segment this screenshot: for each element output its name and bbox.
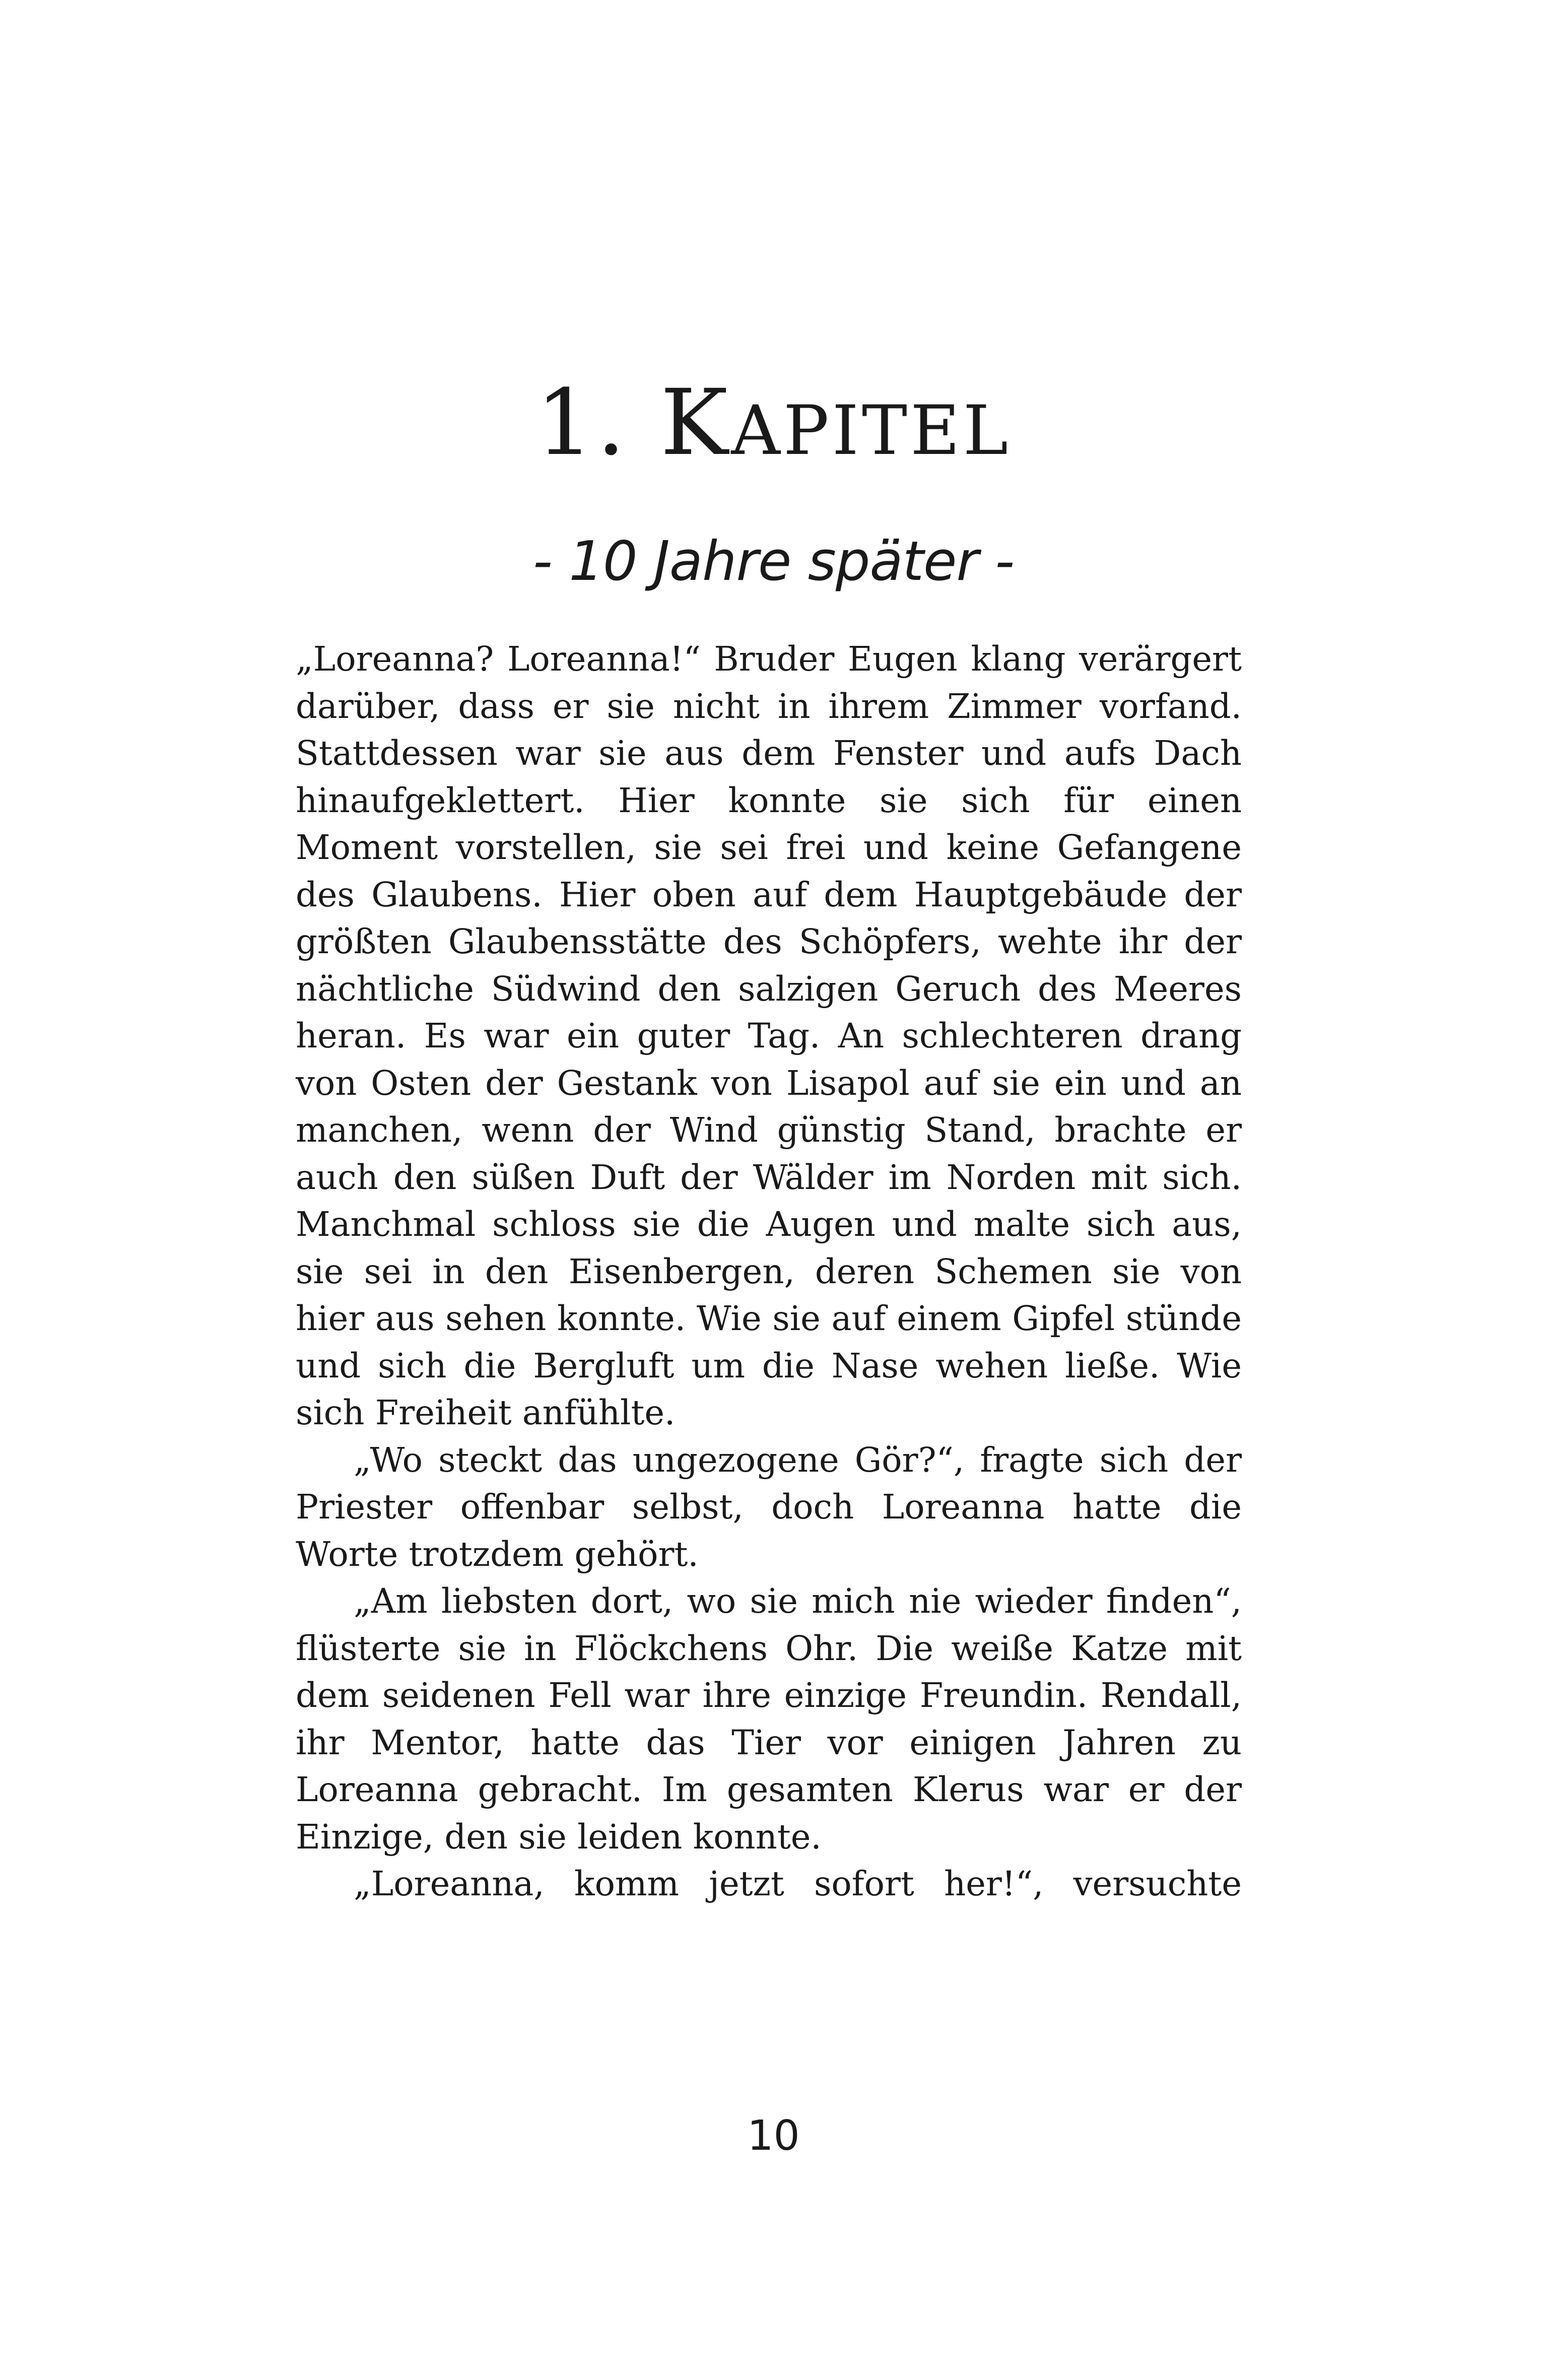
chapter-subtitle: - 10 Jahre später -: [532, 530, 1015, 593]
page-number: 10: [747, 2112, 800, 2160]
chapter-number: 1.: [535, 370, 629, 476]
chapter-title: [0, 370, 1547, 481]
paragraph-2: „Wo steckt das ungezogene Gör?“, fragte sich der Priester offenbar selbst, doch Loreanna hatte die Worte trotzdem gehört.: [296, 1440, 1242, 1574]
body-text: [296, 636, 1242, 1908]
paragraph-4: „Loreanna, komm jetzt sofort her!“, versuchte: [354, 1864, 1242, 1903]
paragraph-3: „Am liebsten dort, wo sie mich nie wieder finden“, flüsterte sie in Flöckchens Ohr. Die weiße Katze mit dem seidenen Fell war ihre einzige Freundin. Rendall, ihr Mentor, hatte das Tier vor einigen Jahren zu Loreanna gebracht. Im gesamten Klerus war er der Einzige, den sie leiden konnte.: [296, 1581, 1242, 1857]
paragraph-1: „Loreanna? Loreanna!“ Bruder Eugen klang verärgert darüber, dass er sie nicht in ihrem Zimmer vorfand. Stattdessen war sie aus dem Fenster und aufs Dach hinaufgeklettert. Hier konnte sie sich für einen Moment vorstellen, sie sei frei und keine Gefangene des Glaubens. Hier oben auf dem Hauptgebäude der größten Glaubensstätte des Schöpfers, wehte ihr der nächtliche Südwind den salzigen Geruch des Meeres heran. Es war ein guter Tag. An schlechteren drang von Osten der Gestank von Lisapol auf sie ein und an manchen, wenn der Wind günstig Stand, brachte er auch den süßen Duft der Wälder im Norden mit sich. Manchmal schloss sie die Augen und malte sich aus, sie sei in den Eisenbergen, deren Schemen sie von hier aus sehen konnte. Wie sie auf einem Gipfel stünde und sich die Bergluft um die Nase wehen ließe. Wie sich Freiheit anfühlte.: [296, 639, 1242, 1432]
chapter-title-rest: APITEL: [731, 391, 1012, 470]
chapter-title-initial: K: [660, 370, 731, 476]
